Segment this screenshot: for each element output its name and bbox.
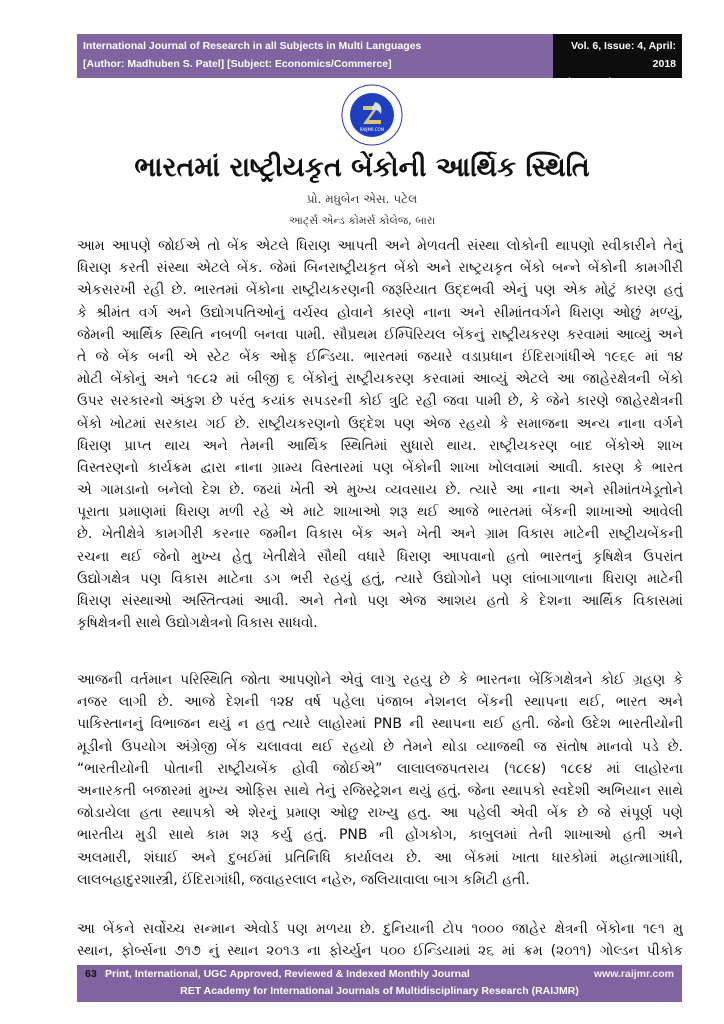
paragraph-3 xyxy=(77,918,683,962)
issn: (IJRSML) ISSN: 2321 - 2853 xyxy=(566,76,676,106)
text-line: આજની વર્તમાન પરિસ્થિતિ જોતા આપણોને એવું લાગુ રહયુ છે કે ભારતના બેંકિંગક્ષેત્રને કોઈ ગ્રહણ કે xyxy=(77,672,683,688)
text-line: આ બેંકને સર્વોચ્ચ સન્માન એવોર્ડ પણ મળયા છે. દુનિયાની ટોપ ૧૦૦૦ જાહેર ક્ષેત્રની બેંકોના ૧૯૧ મુ xyxy=(77,921,683,937)
text-line: બેંકો ખોટમાં સરકાય ગઈ છે. રાષ્ટ્રીયકરણનો ઉદ્દેશ પણ એજ રહયો કે સમાજના અન્ય નાના વર્ગને xyxy=(77,415,683,432)
text-line: આમ આપણે જોઈએ તો બેંક એટલે ધિરાણ આપતી અને મેળવતી સંસ્થા લોકોની થાપણો સ્વીકારીને તેનું xyxy=(77,238,683,254)
text-line: નજર લાગી છે. આજે દેશની ૧૨૪ વર્ષ પહેલા પંજાબ નેશનલ બેંકની સ્થાપના થઈ, ભારત અને xyxy=(77,694,683,711)
text-line: ધિરાણ કરતી સંસ્થા એટલે બેંક. જેમાં બિનરાષ્ટ્રીયકૃત બેંકો અને રાષ્ટ્રયકૃત બેંકો બન્ને બેંકોની કામગીરી xyxy=(77,260,683,277)
text-line: જોડાયેલા હતા સ્થાપકો એ શેરનું પ્રમાણ ઓછુ રાખ્યુ હતુ. આ પહેલી એવી બેંક છે જે સંપૂર્ણ પણે xyxy=(77,805,683,822)
page-number: 63 xyxy=(85,968,97,980)
text-line: કૃષિક્ષેત્રની સાથે ઉદ્યોગક્ષેત્રનો વિકાસ સાધવો. xyxy=(77,615,318,632)
footer-url[interactable]: www.raijmr.com xyxy=(593,968,674,980)
text-line: છે. ખેતીક્ષેત્રે કામગીરી કરનાર જમીન વિકાસ બેંક અને ખેતી અને ગ્રામ વિકાસ માટેની રાષ્ટ્રીયબેંકની xyxy=(77,526,683,543)
author-affiliation: આર્ટ્સ એન્ડ કોમર્સ કોલેજ, બારા xyxy=(288,214,436,227)
header-right xyxy=(553,34,682,106)
journal-name: International Journal of Research in all Subjects in Multi Languages xyxy=(83,40,422,52)
text-line: મૂડીનો ઉપયોગ અંગ્રેજી બેંક ચલાવવા થઈ રહયો છે તેમને થોડા વ્યાજથી જ સંતોષ માનવો પડે છે. xyxy=(77,738,683,755)
paragraph-2 xyxy=(77,669,683,891)
journal-footer xyxy=(77,965,682,1002)
article-title: ભારતમાં રાષ્ટ્રીયકૃત બેંકોની આર્થિક સ્થિતિ xyxy=(134,152,590,183)
text-line: પાકિસ્તાનનું વિભાજન થયું ન હતુ ત્યારે લાહોરમાં PNB ની સ્થાપના થઈ હતી. જેનો ઉદેશ ભારતીયોની xyxy=(77,716,683,733)
author-subject: [Author: Madhuben S. Patel] [Subject: Economics/Commerce] xyxy=(83,58,392,70)
text-line: વિસ્તરણનો કાર્યક્રમ દ્વારા નાના ગ્રામ્ય વિસ્તારમાં પણ બેંકોની શાખા ખોલવામાં આવી. કારણ કે ભારત xyxy=(77,459,683,476)
text-line: મોટી બેંકોનું અને ૧૯૮૨ માં બીજી ૬ બેંકોનું રાષ્ટ્રીયકરણ કરવામાં આવ્યું એટલે આ જાહેરક્ષેત્રની બેંકો xyxy=(77,371,683,388)
text-line: અલમારી, શંઘાઈ અને દુબઈમાં પ્રતિનિધિ કાર્યાલય છે. આ બેંકમાં ખાતા ધારકોમાં મહાત્માગાંધી, xyxy=(77,849,683,866)
text-line: રચના થઈ જેનો મુખ્ય હેતુ ખેતીક્ષેત્રે સૌથી વધારે ધિરાણ આપવાનો હતો ભારતનું કૃષિક્ષેત્ર ઉપરાંત xyxy=(77,548,683,565)
journal-logo xyxy=(341,84,403,146)
text-line: ધિરાણ પ્રાપ્ત થાય અને તેમની આર્થિક સ્થિતિમાં સુધારો થાય. રાષ્ટ્રીયકરણ બાદ બેંકોએ શાખ xyxy=(77,437,683,454)
text-line: પૂરાતા પ્રમાણમાં ધિરાણ મળી રહે એ માટે શાખાઓ શરૂ થઈ આજે ભારતમાં બેંકની શાખાઓ આવેલી xyxy=(77,504,683,521)
text-line: જેમની આર્થિક સ્થિતિ નબળી બનવા પામી. સૌપ્રથમ ઈમ્પિરિયલ બેંકનું રાષ્ટ્રીયકરણ કરવામાં આવ્યું અને xyxy=(77,326,683,343)
article-author: પ્રો. મધુબેન એસ. પટેલ xyxy=(306,192,418,206)
footer-description: Print, International, UGC Approved, Reviewed & Indexed Monthly Journal xyxy=(105,968,470,980)
text-line: ધિરાણ સંસ્થાઓ અસ્તિત્વમાં આવી. અને તેનો પણ એજ આશય હતો કે દેશના આર્થિક વિકાસમાં xyxy=(77,593,683,609)
text-line: સ્થાન, ફોર્બ્સના ૭૧૭ નું સ્થાન ૨૦૧૩ ના ફોર્ચ્યુન ૫૦૦ ઈન્ડિયામાં ૨૬ માં ક્રમ (૨૦૧૧) ગોલ્ડન પીકોક xyxy=(77,943,683,960)
text-line: “ભારતીયોની પોતાની રાષ્ટ્રીયબેંક હોવી જોઈએ” લાલાલજપતરાય (૧૮૯૪) ૧૮૯૪ માં લાહોરના xyxy=(77,760,683,777)
paragraph-1 xyxy=(77,235,683,634)
volume-issue: Vol. 6, Issue: 4, April: 2018 xyxy=(570,40,676,70)
text-line: ભારતીય મુડી સાથે કામ શરૂ કર્યુ હતું. PNB ની હોંગકોગ, કાબુલમાં તેની શાખાઓ હતી અને xyxy=(77,827,683,844)
text-line: ઉદ્યોગક્ષેત્ર પણ વિકાસ માટેના ડગ ભરી રહયું હતું, ત્યારે ઉદ્યોગોને પણ લાંબાગાળાના ધિરાણ માટેની xyxy=(77,570,683,587)
text-line: એકસરખી રહી છે. ભારતમાં બેંકોના રાષ્ટ્રીયકરણની જરૂરિયાત ઉદ્દભવી એનું પણ એક મોટું કારણ હતું xyxy=(77,282,683,299)
journal-header xyxy=(77,34,682,106)
text-line: કે શ્રીમંત વર્ગ અને ઉદ્યોગપતિઓનું વર્ચસ્વ હોવાને કારણે નાના અને સીમાંતવર્ગને ધિરાણ ઓછું મળ્યું, xyxy=(77,304,683,321)
text-line: એ ગામડાનો બનેલો દેશ છે. જયાં ખેતી એ મુખ્ય વ્યવસાય છે. ત્યારે આ નાના અને સીમાંતખેડૂતોને xyxy=(77,482,683,499)
text-line: તે જે બેંક બની એ સ્ટેટ બેંક ઓફ ઈન્ડિયા. ભારતમાં જયારે વડાપ્રધાન ઈંદિરાગાંધીએ ૧૯૬૯ માં ૧૪ xyxy=(77,348,683,365)
text-line: અનારકતી બજારમાં મુખ્ય ઓફિસ સાથે તેનું રજિસ્ટ્રેશન થયું હતું. જેના સ્થાપકો સ્વદેશી અભિયાન સાથે xyxy=(77,782,683,799)
svg-text:RAIJMR.COM: RAIJMR.COM xyxy=(359,127,385,132)
text-line: લાલબહાદુરશાસ્ત્રી, ઈંદિરાગાંધી, જવાહરલાલ નહેરુ, જલિયાવાલા બાગ કમિટી હતી. xyxy=(77,871,530,888)
header-left xyxy=(77,34,553,78)
text-line: ઉપર સરકારનો અંકુશ છે પરંતુ કયાંક સપડરની કોઈ ત્રુટિ રહી જવા પામી છે, કે જેને કારણે જાહેરક્ષેત્રની xyxy=(77,393,683,410)
footer-publisher: RET Academy for International Journals of Multidisciplinary Research (RAIJMR) xyxy=(180,985,579,997)
